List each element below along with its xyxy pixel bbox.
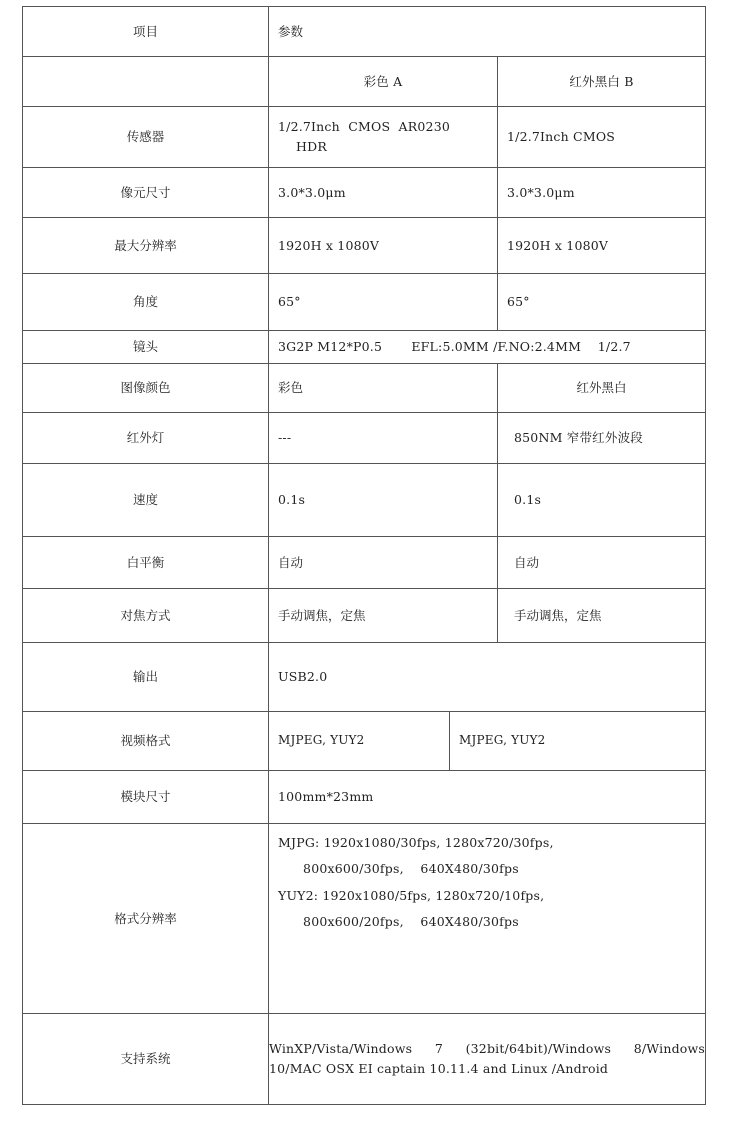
row-label: 格式分辨率: [23, 824, 269, 1014]
row-value-a: 65°: [269, 274, 498, 331]
row-label: 支持系统: [23, 1014, 269, 1105]
row-value-a: 3.0*3.0μm: [269, 168, 498, 218]
row-format-resolution: [23, 824, 706, 1014]
table-header-row: [23, 7, 706, 57]
row-white-balance: [23, 537, 706, 589]
row-value-a: 手动调焦，定焦: [269, 589, 498, 643]
row-label: 模块尺寸: [23, 771, 269, 824]
row-value-a: 自动: [269, 537, 498, 589]
format-line: YUY2: 1920x1080/5fps, 1280x720/10fps,: [278, 887, 545, 903]
row-angle: [23, 274, 706, 331]
video-format-cell: [269, 712, 706, 771]
subheader-col-a: 彩色 A: [269, 57, 498, 107]
row-max-resolution: [23, 218, 706, 274]
row-value-b: 850NM 窄带红外波段: [498, 413, 706, 464]
row-speed: [23, 464, 706, 537]
format-line: 800x600/30fps, 640X480/30fps: [278, 861, 519, 877]
row-value-a: 1920H x 1080V: [269, 218, 498, 274]
row-value: USB2.0: [269, 643, 706, 712]
row-pixel-size: [23, 168, 706, 218]
header-value-col: 参数: [269, 7, 706, 57]
row-value-b: 红外黑白: [498, 364, 706, 413]
row-value-b: 3.0*3.0μm: [498, 168, 706, 218]
row-module-size: [23, 771, 706, 824]
row-sensor: [23, 107, 706, 168]
row-label: 视频格式: [23, 712, 269, 771]
row-value: 100mm*23mm: [269, 771, 706, 824]
row-value-a: 彩色: [269, 364, 498, 413]
row-value-b: 手动调焦，定焦: [498, 589, 706, 643]
row-value-a: 0.1s: [269, 464, 498, 537]
row-label: 对焦方式: [23, 589, 269, 643]
row-value: WinXP/Vista/Windows 7 (32bit/64bit)/Windows 8/Windows 10/MAC OSX EI captain 10.11.4 and Linux /Android: [269, 1014, 706, 1105]
format-line: MJPG: 1920x1080/30fps, 1280x720/30fps,: [278, 835, 554, 850]
row-label: 传感器: [23, 107, 269, 168]
row-ir-light: [23, 413, 706, 464]
row-video-format: [23, 712, 706, 771]
row-label: 图像颜色: [23, 364, 269, 413]
table-subheader-row: [23, 57, 706, 107]
row-value-b: 1/2.7Inch CMOS: [498, 107, 706, 168]
row-lens: [23, 331, 706, 364]
row-label: 角度: [23, 274, 269, 331]
row-label: 速度: [23, 464, 269, 537]
row-label: 输出: [23, 643, 269, 712]
subheader-col-b: 红外黑白 B: [498, 57, 706, 107]
format-line: 800x600/20fps, 640X480/30fps: [278, 913, 519, 929]
row-output: [23, 643, 706, 712]
row-value-a: [269, 107, 498, 168]
row-value-b: 65°: [498, 274, 706, 331]
row-value-a: MJPEG, YUY2: [278, 733, 365, 748]
sensor-a-line1: 1/2.7Inch CMOS AR0230: [278, 119, 451, 134]
subheader-empty-cell: [23, 57, 269, 107]
row-value-b: MJPEG, YUY2: [449, 712, 705, 770]
row-value-a: ---: [269, 413, 498, 464]
row-value-b: 自动: [498, 537, 706, 589]
row-label: 白平衡: [23, 537, 269, 589]
row-label: 最大分辨率: [23, 218, 269, 274]
row-value: 3G2P M12*P0.5 EFL:5.0MM /F.NO:2.4MM 1/2.7: [269, 331, 706, 364]
row-supported-os: [23, 1014, 706, 1105]
row-value: [269, 824, 706, 1014]
row-label: 红外灯: [23, 413, 269, 464]
row-image-color: [23, 364, 706, 413]
row-focus: [23, 589, 706, 643]
row-label: 镜头: [23, 331, 269, 364]
row-label: 像元尺寸: [23, 168, 269, 218]
row-value-b: 0.1s: [498, 464, 706, 537]
spec-table: [22, 6, 706, 1105]
row-value-b: 1920H x 1080V: [498, 218, 706, 274]
sensor-a-line2: HDR: [296, 139, 327, 154]
header-label-col: 项目: [23, 7, 269, 57]
